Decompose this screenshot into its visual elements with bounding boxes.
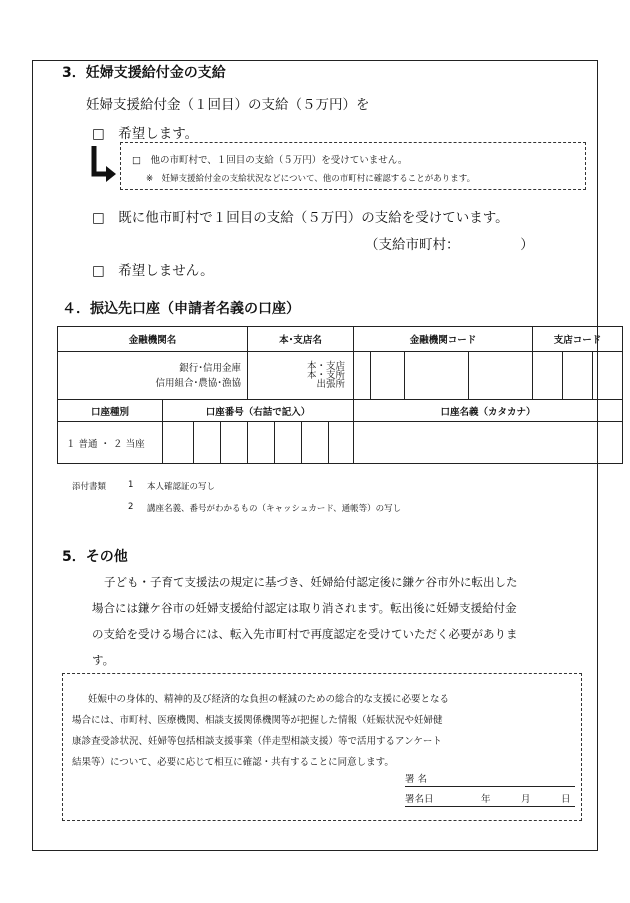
bank-type-2: 信用組合･農協･漁協 <box>155 377 242 389</box>
consent-line-2: 場合には、市町村、医療機関、相談支援関係機関等が把握した情報（妊娠状況や妊婦健 <box>72 715 443 726</box>
sign-date-label: 署名日 <box>405 794 434 805</box>
bank-type-1: 銀行･信用金庫 <box>179 362 242 374</box>
signature-label: 署 名 <box>405 774 428 785</box>
branch-code-digit[interactable] <box>593 352 623 400</box>
bank-code-digit[interactable] <box>469 352 533 400</box>
attachment-2-number: 2 <box>128 502 134 512</box>
option-already-received[interactable]: □ 既に他市町村で１回目の支給（５万円）の支給を受けています。 <box>92 210 509 226</box>
branch-name-header: 本･支店名 <box>248 327 354 352</box>
not-received-checkbox[interactable]: □ 他の市町村で、１回目の支給（５万円）を受けていません。 <box>132 155 408 166</box>
attachment-2: 講座名義、番号がわかるもの（キャッシュカード、通帳等）の写し <box>147 504 402 514</box>
account-type-value[interactable]: １ 普通 ・ ２ 当座 <box>58 422 163 464</box>
section-3-lead: 妊婦支援給付金（１回目）の支給（５万円）を <box>86 97 370 113</box>
bank-code-digit[interactable] <box>405 352 469 400</box>
branch-code-digit[interactable] <box>563 352 593 400</box>
consent-line-4: 結果等）について、必要に応じて相互に確認・共有することに同意します。 <box>72 757 394 768</box>
other-para-line-2: 場合には鎌ケ谷市の妊婦支援給付認定は取り消されます。転出後に妊婦支援給付金 <box>92 601 517 615</box>
account-number-digit[interactable] <box>221 422 248 464</box>
branch-name-cell[interactable] <box>248 352 354 400</box>
branch-code-header: 支店コード <box>533 327 623 352</box>
other-para-line-4: す。 <box>92 653 115 667</box>
signature-line[interactable] <box>405 786 575 787</box>
bank-name-cell[interactable] <box>58 352 248 400</box>
account-number-digit[interactable] <box>329 422 354 464</box>
branch-type-1: 本・支店 <box>307 361 346 372</box>
branch-type-3: 出張所 <box>316 379 346 390</box>
account-holder-header: 口座名義（カタカナ） <box>354 400 623 422</box>
account-type-header: 口座種別 <box>58 400 163 422</box>
sign-date-month: 月 <box>521 794 531 805</box>
other-para-line-1: 子ども・子育て支援法の規定に基づき、妊婦給付認定後に鎌ケ谷市外に転出した <box>104 575 518 589</box>
attachment-1: 本人確認証の写し <box>147 482 216 492</box>
account-number-header: 口座番号（右詰で記入） <box>163 400 354 422</box>
account-number-digit[interactable] <box>248 422 275 464</box>
section-5-title: 5．その他 <box>62 549 128 565</box>
consent-line-1: 妊娠中の身体的、精神的及び経済的な負担の軽減のための総合的な支援に必要となる <box>88 694 450 705</box>
option-apply[interactable]: □ 希望します。 <box>92 126 199 142</box>
bank-code-header: 金融機関コード <box>354 327 533 352</box>
turn-arrow-icon <box>88 144 118 184</box>
sign-date-day: 日 <box>561 794 571 805</box>
consent-line-3: 康診査受診状況、妊婦等包括相談支援事業（伴走型相談支援）等で活用するアンケート <box>72 736 442 747</box>
bank-account-table <box>57 326 623 464</box>
branch-type-2: 本・支所 <box>307 370 346 381</box>
attachment-1-number: 1 <box>128 480 134 490</box>
sign-date-year: 年 <box>481 794 491 805</box>
branch-code-digit[interactable] <box>533 352 563 400</box>
account-number-digit[interactable] <box>163 422 194 464</box>
section-3-title: 3．妊婦支援給付金の支給 <box>62 65 226 81</box>
account-holder-field[interactable] <box>354 422 623 464</box>
paid-city-field[interactable]: （支給市町村： ） <box>365 237 534 253</box>
account-number-digit[interactable] <box>275 422 302 464</box>
attachments-label: 添付書類 <box>72 482 107 492</box>
bank-name-header: 金融機関名 <box>58 327 248 352</box>
account-number-digit[interactable] <box>194 422 221 464</box>
option-not-apply[interactable]: □ 希望しません。 <box>92 263 214 279</box>
account-number-digit[interactable] <box>302 422 329 464</box>
bank-code-digit[interactable] <box>371 352 405 400</box>
confirm-note: ※ 妊婦支援給付金の支給状況などについて、他の市町村に確認することがあります。 <box>146 174 476 184</box>
other-para-line-3: の支給を受ける場合には、転入先市町村で再度認定を受けていただく必要がありま <box>92 627 518 641</box>
bank-code-digit[interactable] <box>354 352 371 400</box>
section-4-title: ４．振込先口座（申請者名義の口座） <box>62 301 300 317</box>
sign-date-line[interactable] <box>405 806 575 807</box>
